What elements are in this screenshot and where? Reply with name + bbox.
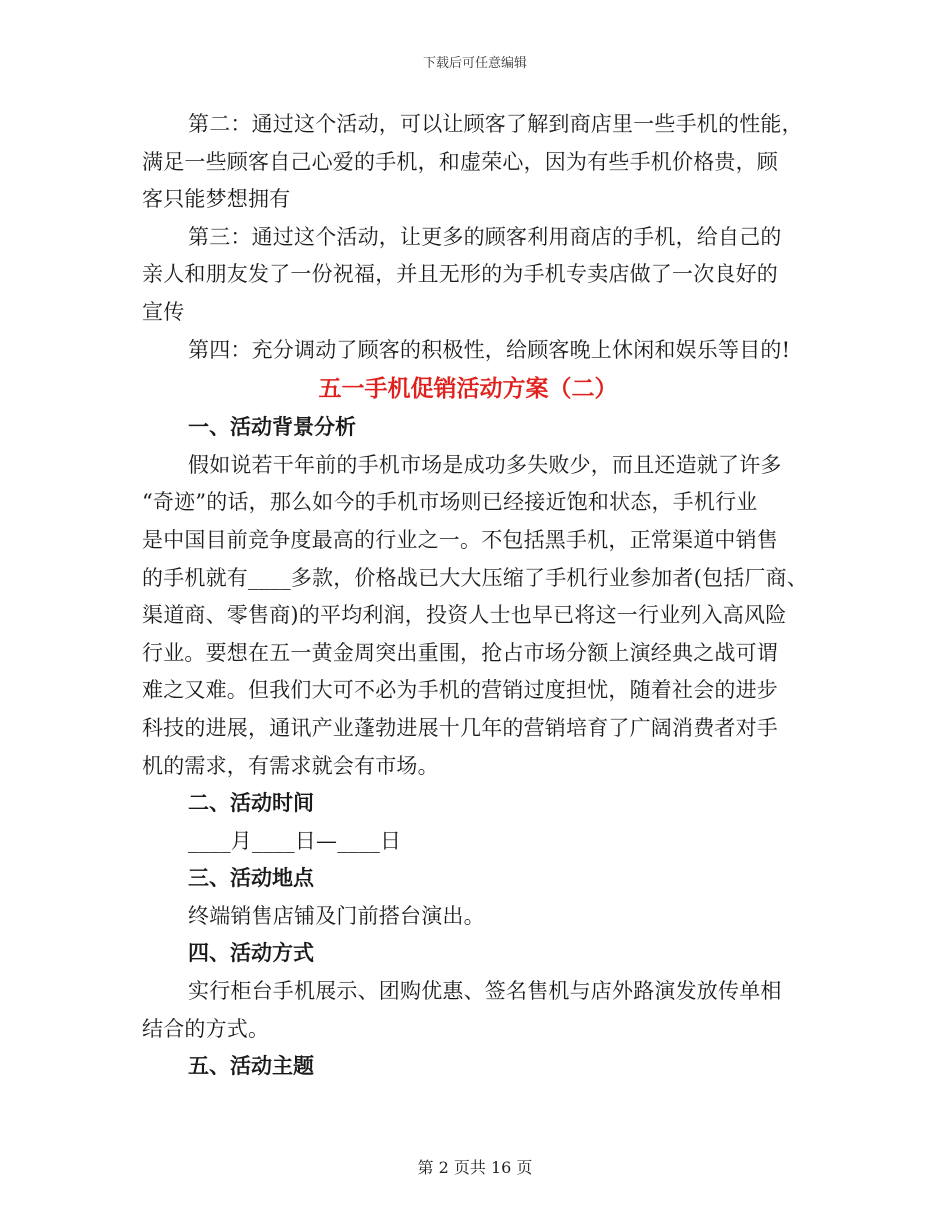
paragraph-line: 终端销售店铺及门前搭台演出。 (188, 903, 485, 928)
paragraph-line: 渠道商、零售商)的平均利润，投资人士也早已将这一行业列入高风险 (142, 603, 787, 628)
page-number: 第 2 页共 16 页 (417, 1158, 533, 1177)
paragraph-line: 第四：充分调动了顾客的积极性，给顾客晚上休闲和娱乐等目的! (188, 337, 791, 362)
paragraph-line: 是中国目前竞争度最高的行业之一。不包括黑手机，正常渠道中销售 (142, 527, 778, 552)
document-title: 五一手机促销活动方案（二） (318, 376, 618, 403)
section-heading-method: 四、活动方式 (188, 941, 314, 966)
paragraph-line: 科技的进展，通讯产业蓬勃进展十几年的营销培育了广阔消费者对手 (142, 715, 778, 740)
paragraph-line: 满足一些顾客自己心爱的手机，和虚荣心，因为有些手机价格贵，顾 (142, 149, 778, 174)
paragraph-line: “奇迹”的话，那么如今的手机市场则已经接近饱和状态，手机行业 (142, 490, 758, 515)
paragraph-line: 宣传 (142, 299, 185, 324)
section-heading-time: 二、活动时间 (188, 791, 314, 816)
paragraph-line: 的手机就有____多款，价格战已大大压缩了手机行业参加者(包括厂商、 (142, 565, 808, 590)
paragraph-line: 行业。要想在五一黄金周突出重围，抢占市场分额上演经典之战可谓 (142, 640, 778, 665)
document-body (142, 106, 808, 1086)
paragraph-line: 客只能梦想拥有 (142, 187, 291, 212)
page-header-note: 下载后可任意编辑 (422, 56, 527, 71)
paragraph-line: 难之又难。但我们大可不必为手机的营销过度担忧，随着社会的进步 (142, 678, 778, 703)
paragraph-line: 亲人和朋友发了一份祝福，并且无形的为手机专卖店做了一次良好的 (142, 262, 778, 287)
section-heading-theme: 五、活动主题 (188, 1054, 314, 1079)
paragraph-line: 实行柜台手机展示、团购优惠、签名售机与店外路演发放传单相 (188, 979, 782, 1004)
section-heading-location: 三、活动地点 (188, 866, 314, 891)
paragraph-line: 结合的方式。 (142, 1016, 270, 1041)
paragraph-line: 假如说若干年前的手机市场是成功多失败少，而且还造就了许多 (188, 452, 782, 477)
paragraph-line: 机的需求，有需求就会有市场。 (142, 753, 439, 778)
paragraph-line: ____月____日—____日 (188, 828, 402, 853)
paragraph-line: 第二：通过这个活动，可以让顾客了解到商店里一些手机的性能， (188, 112, 803, 136)
section-heading-background: 一、活动背景分析 (188, 415, 356, 440)
paragraph-line: 第三：通过这个活动，让更多的顾客利用商店的手机，给自己的 (188, 224, 782, 249)
